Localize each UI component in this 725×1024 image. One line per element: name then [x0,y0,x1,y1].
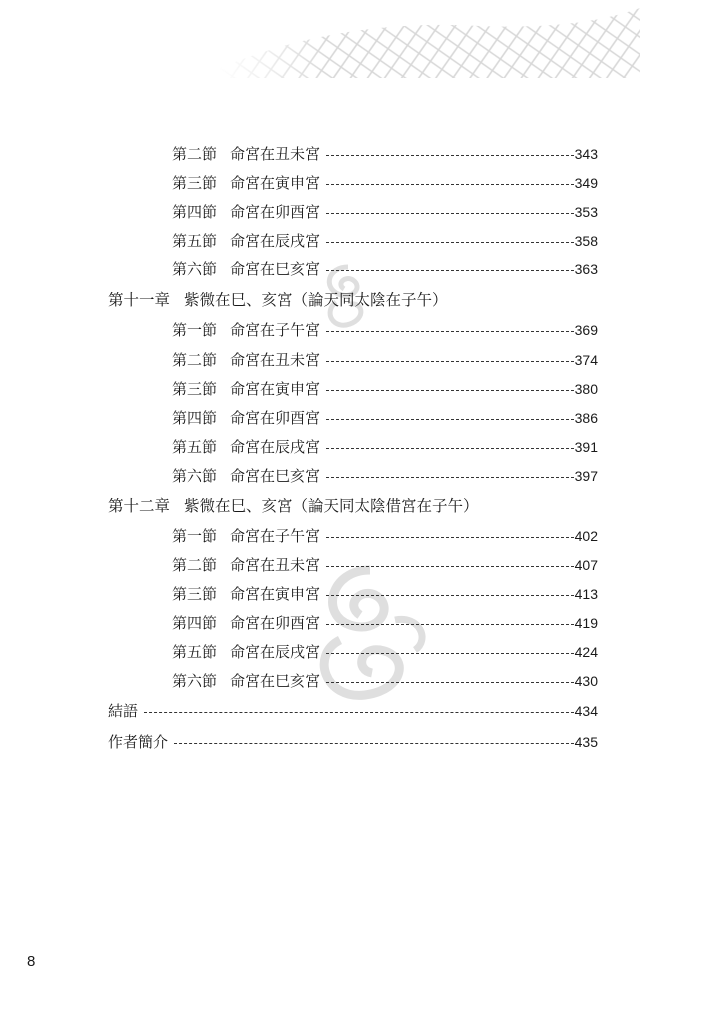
dot-leader [326,361,574,362]
dot-leader [326,682,574,683]
dot-leader [174,743,574,744]
toc-section-entry[interactable] [172,407,598,429]
entry-page-number: 391 [574,439,598,455]
toc-section-entry[interactable] [172,378,598,400]
entry-page-number: 353 [574,204,598,220]
entry-page-number: 413 [574,586,598,602]
dot-leader [326,155,574,156]
entry-title: 命宮在寅申宮 [230,174,321,192]
dot-leader [326,477,574,478]
entry-title: 命宮在丑未宮 [230,556,321,574]
entry-page-number: 343 [574,146,598,162]
section-number: 第五節 [172,232,218,250]
entry-title: 命宮在丑未宮 [230,145,321,163]
entry-title: 命宮在巳亥宮 [230,260,321,278]
entry-title: 結語 [108,702,139,720]
dot-leader [326,242,574,243]
dot-leader [326,331,574,332]
toc-section-entry[interactable] [172,349,598,371]
section-number: 第六節 [172,467,218,485]
toc-section-entry[interactable] [172,670,598,692]
section-number: 第二節 [172,145,218,163]
entry-title: 命宮在丑未宮 [230,351,321,369]
toc-entry[interactable] [108,700,598,722]
dot-leader [326,213,574,214]
entry-page-number: 430 [574,673,598,689]
entry-title: 命宮在辰戌宮 [230,643,321,661]
dot-leader [326,566,574,567]
dot-leader [326,270,574,271]
entry-page-number: 435 [574,734,598,750]
dot-leader [326,595,574,596]
dot-leader [326,419,574,420]
entry-title: 命宮在子午宮 [230,321,321,339]
entry-title: 命宮在寅申宮 [230,380,321,398]
entry-page-number: 369 [574,322,598,338]
chapter-number: 第十二章 [108,497,171,515]
entry-page-number: 402 [574,528,598,544]
dot-leader [326,653,574,654]
section-number: 第三節 [172,380,218,398]
chapter-title: 紫微在巳、亥宮（論天同太陰借宮在子午） [184,497,479,515]
section-number: 第一節 [172,321,218,339]
entry-page-number: 374 [574,352,598,368]
section-number: 第四節 [172,203,218,221]
section-number: 第四節 [172,409,218,427]
entry-page-number: 380 [574,381,598,397]
entry-title: 命宮在巳亥宮 [230,672,321,690]
dot-leader [326,390,574,391]
entry-title: 命宮在寅申宮 [230,585,321,603]
toc-section-entry[interactable] [172,554,598,576]
toc-section-entry[interactable] [172,230,598,252]
toc-section-entry[interactable] [172,436,598,458]
entry-page-number: 407 [574,557,598,573]
toc-section-entry[interactable] [172,612,598,634]
entry-page-number: 397 [574,468,598,484]
entry-title: 命宮在辰戌宮 [230,438,321,456]
page-number: 8 [27,953,36,970]
toc-section-entry[interactable] [172,143,598,165]
section-number: 第六節 [172,260,218,278]
dot-leader [326,448,574,449]
toc-section-entry[interactable] [172,525,598,547]
toc-chapter-heading[interactable] [108,289,448,311]
entry-page-number: 349 [574,175,598,191]
toc-section-entry[interactable] [172,641,598,663]
toc-chapter-heading[interactable] [108,495,479,517]
toc-section-entry[interactable] [172,319,598,341]
entry-title: 命宮在子午宮 [230,527,321,545]
chapter-title: 紫微在巳、亥宮（論天同太陰在子午） [184,291,448,309]
toc-entry[interactable] [108,731,598,753]
entry-page-number: 363 [574,261,598,277]
entry-page-number: 358 [574,233,598,249]
entry-title: 命宮在卯酉宮 [230,409,321,427]
section-number: 第一節 [172,527,218,545]
toc-section-entry[interactable] [172,172,598,194]
entry-page-number: 419 [574,615,598,631]
section-number: 第五節 [172,643,218,661]
section-number: 第五節 [172,438,218,456]
toc-section-entry[interactable] [172,201,598,223]
dot-leader [144,712,574,713]
entry-title: 命宮在卯酉宮 [230,203,321,221]
entry-title: 作者簡介 [108,733,169,751]
chapter-number: 第十一章 [108,291,171,309]
section-number: 第三節 [172,585,218,603]
entry-page-number: 434 [574,703,598,719]
toc-section-entry[interactable] [172,258,598,280]
section-number: 第二節 [172,556,218,574]
entry-title: 命宮在巳亥宮 [230,467,321,485]
entry-page-number: 386 [574,410,598,426]
entry-title: 命宮在卯酉宮 [230,614,321,632]
section-number: 第二節 [172,351,218,369]
toc-section-entry[interactable] [172,465,598,487]
dot-leader [326,624,574,625]
section-number: 第四節 [172,614,218,632]
entry-title: 命宮在辰戌宮 [230,232,321,250]
toc-section-entry[interactable] [172,583,598,605]
section-number: 第六節 [172,672,218,690]
dot-leader [326,537,574,538]
section-number: 第三節 [172,174,218,192]
entry-page-number: 424 [574,644,598,660]
dot-leader [326,184,574,185]
